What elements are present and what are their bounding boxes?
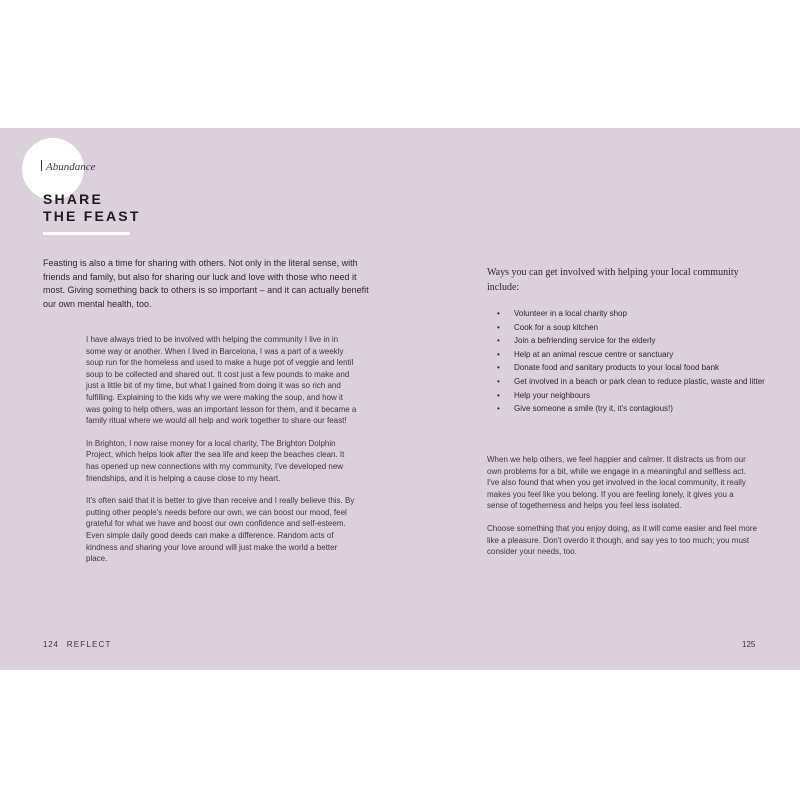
story-paragraph-2: In Brighton, I now raise money for a local charity, The Brighton Dolphin Project, which helps look after the sea life and keep the beaches clean. It has opened up new connections with my community, I've developed new friendships, and it is helping a cause close to my heart. <box>86 438 345 483</box>
folio-section-name: REFLECT <box>66 640 112 649</box>
list-item: • Give someone a smile (try it, it's contagious!) <box>497 402 767 416</box>
title-line-2: THE FEAST <box>43 208 141 224</box>
section-label <box>41 160 95 173</box>
bullet-icon: • <box>497 404 500 414</box>
left-folio <box>43 640 112 649</box>
section-divider-bar <box>41 160 42 171</box>
left-page-number: 124 <box>43 640 59 649</box>
list-item: • Volunteer in a local charity shop <box>497 307 767 321</box>
list-item: • Get involved in a beach or park clean to reduce plastic, waste and litter <box>497 375 767 389</box>
story-paragraph-3: It's often said that it is better to give than receive and I really believe this. By putting other people's needs before our own, we can boost our mood, feel grateful for what we have and boost our own confidence and self-esteem. Even simple daily good deeds can make a difference. Random acts of kindness and sharing your love around will just make the world a better place. <box>86 496 355 564</box>
intro-paragraph: Feasting is also a time for sharing with others. Not only in the literal sense, with friends and family, but also for sharing our luck and love with those who need it most. Giving something back to others is so important – and it can actually benefit our own mental health, too. <box>43 258 369 309</box>
bullet-icon: • <box>497 322 500 332</box>
bullet-icon: • <box>497 309 500 318</box>
list-item: • Cook for a soup kitchen <box>497 321 767 335</box>
list-item: • Join a befriending service for the elderly <box>497 334 767 348</box>
bullet-icon: • <box>497 390 500 400</box>
list-item: • Help your neighbours <box>497 389 767 403</box>
involvement-list <box>497 307 767 416</box>
section-label-text: Abundance <box>46 161 96 173</box>
story-paragraph-1: I have always tried to be involved with helping the community I live in in some way or another. When I lived in Barcelona, I was a part of a weekly soup run for the homeless and used to make a huge pot of veggie and lentil soup to be collected and shared out. It cost just a few pounds to make and just a little bit of my time, but what I gained from doing it was so rich and fulfilling. Explaining to the kids why we were making the soup, and how it was going to help others, was an important lesson for them, and it became a family ritual where we would all help and work together to share our feast! <box>86 335 357 426</box>
bullet-icon: • <box>497 363 500 373</box>
title-line-1: SHARE <box>43 191 104 207</box>
bullet-icon: • <box>497 349 500 359</box>
body-paragraph-2: Choose something that you enjoy doing, as it will come easier and feel more like a pleasure. Don't overdo it though, and say yes to too much; you must consider your needs, too. <box>487 523 757 557</box>
list-item: • Help at an animal rescue centre or sanctuary <box>497 348 767 362</box>
list-item: • Donate food and sanitary products to your local food bank <box>497 361 767 375</box>
page-title <box>43 191 141 225</box>
bullet-icon: • <box>497 376 500 386</box>
right-page-number: 125 <box>742 640 756 649</box>
body-paragraph-1: When we help others, we feel happier and calmer. It distracts us from our own problems for a bit, while we engage in a meaningful and selfless act. I've also found that when you get involved in the local community, it really makes you feel like you belong. If you are feeling lonely, it gives you a sense of togetherness and helps you feel less isolated. <box>487 455 746 511</box>
list-heading: Ways you can get involved with helping your local community include: <box>487 267 739 293</box>
title-underline <box>43 232 130 235</box>
closing-text <box>487 454 757 569</box>
bullet-icon: • <box>497 336 500 346</box>
personal-story <box>86 334 358 576</box>
